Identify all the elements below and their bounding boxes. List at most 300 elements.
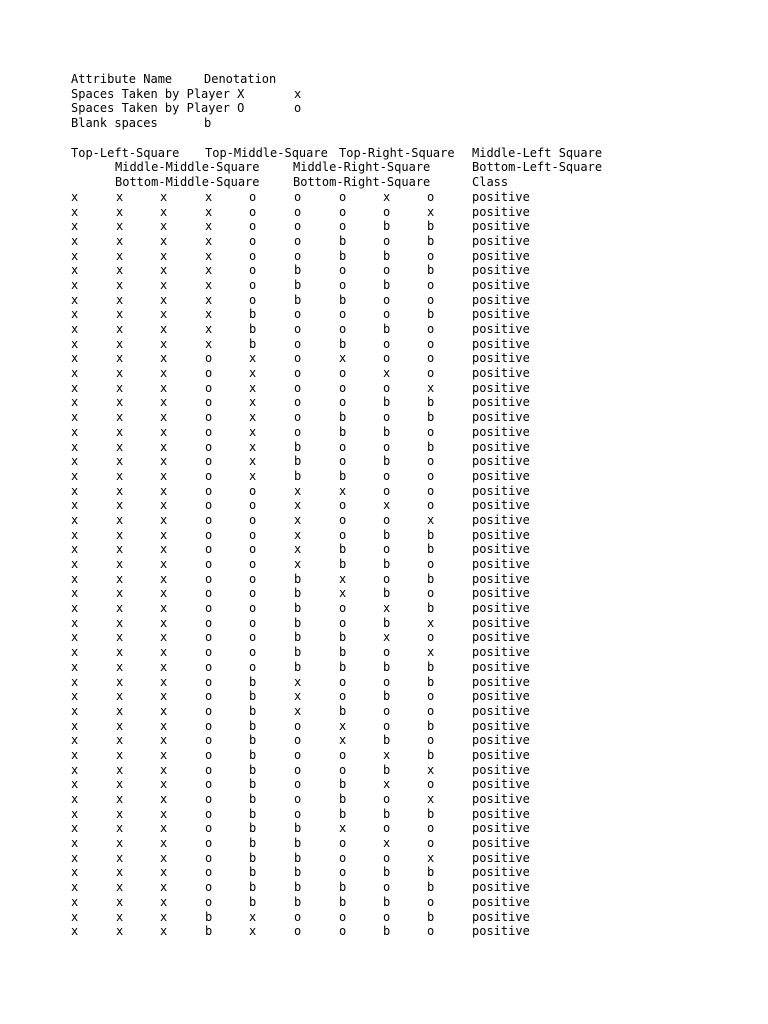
square-cell: x	[71, 512, 79, 527]
square-cell: x	[116, 850, 124, 865]
square-cell: x	[205, 233, 213, 248]
square-cell: b	[249, 806, 257, 821]
square-cell: o	[205, 380, 213, 395]
square-cell: x	[71, 395, 79, 410]
square-cell: x	[383, 498, 391, 513]
square-cell: o	[383, 351, 391, 366]
square-cell: x	[205, 277, 213, 292]
square-cell: x	[116, 468, 124, 483]
table-row	[71, 704, 711, 719]
class-cell: positive	[472, 689, 530, 704]
square-cell: o	[249, 233, 257, 248]
square-cell: b	[249, 307, 257, 322]
table-row	[71, 425, 711, 440]
square-cell: o	[294, 189, 302, 204]
square-cell: b	[427, 865, 435, 880]
square-cell: o	[249, 277, 257, 292]
square-cell: x	[116, 233, 124, 248]
square-cell: o	[205, 410, 213, 425]
square-cell: o	[427, 630, 435, 645]
square-cell: x	[71, 424, 79, 439]
square-cell: o	[205, 689, 213, 704]
class-cell: positive	[472, 219, 530, 234]
class-cell: positive	[472, 909, 530, 924]
square-cell: b	[383, 894, 391, 909]
square-cell: x	[294, 542, 302, 557]
square-cell: x	[71, 233, 79, 248]
table-row	[71, 763, 711, 778]
square-cell: x	[71, 498, 79, 513]
table-row	[71, 205, 711, 220]
square-cell: o	[205, 512, 213, 527]
table-row	[71, 513, 711, 528]
square-cell: o	[294, 792, 302, 806]
table-row	[71, 469, 711, 484]
square-cell: o	[249, 630, 257, 645]
square-cell: b	[339, 894, 347, 909]
square-cell: o	[294, 248, 302, 263]
class-cell: positive	[472, 263, 530, 278]
table-row	[71, 660, 711, 675]
square-cell: b	[383, 277, 391, 292]
square-cell: x	[160, 645, 168, 660]
class-cell: positive	[472, 395, 530, 410]
square-cell: o	[249, 645, 257, 660]
table-row	[71, 777, 711, 792]
square-cell: b	[427, 659, 435, 674]
square-cell: x	[116, 512, 124, 527]
table-row	[71, 278, 711, 293]
square-cell: b	[339, 557, 347, 571]
square-cell: b	[339, 645, 347, 660]
square-cell: x	[71, 586, 79, 601]
square-cell: o	[427, 336, 435, 351]
table-row	[71, 586, 711, 601]
square-cell: x	[71, 659, 79, 674]
square-cell: x	[160, 483, 168, 498]
square-cell: x	[71, 806, 79, 821]
square-cell: x	[160, 468, 168, 483]
square-cell: x	[116, 645, 124, 660]
square-cell: b	[294, 601, 302, 616]
square-cell: x	[160, 336, 168, 351]
square-cell: x	[71, 483, 79, 498]
square-cell: x	[116, 454, 124, 469]
square-cell: x	[71, 909, 79, 924]
square-cell: b	[383, 689, 391, 704]
square-cell: x	[116, 263, 124, 278]
square-cell: x	[160, 380, 168, 395]
square-cell: b	[427, 439, 435, 454]
square-cell: o	[383, 880, 391, 895]
square-cell: x	[71, 777, 79, 792]
square-cell: x	[116, 292, 124, 307]
square-cell: o	[339, 512, 347, 527]
square-cell: o	[427, 924, 435, 939]
table-row	[71, 821, 711, 836]
square-cell: b	[294, 277, 302, 292]
square-cell: o	[205, 542, 213, 557]
square-cell: b	[383, 219, 391, 234]
square-cell: x	[205, 219, 213, 234]
square-cell: x	[71, 557, 79, 571]
square-cell: o	[339, 615, 347, 630]
square-cell: o	[205, 806, 213, 821]
square-cell: o	[427, 351, 435, 366]
square-cell: o	[249, 483, 257, 498]
square-cell: o	[383, 512, 391, 527]
square-cell: b	[339, 233, 347, 248]
class-cell: positive	[472, 865, 530, 880]
square-cell: x	[160, 703, 168, 718]
table-row	[71, 733, 711, 748]
square-cell: x	[116, 762, 124, 777]
square-cell: b	[249, 894, 257, 909]
square-cell: x	[249, 439, 257, 454]
square-cell: b	[383, 424, 391, 439]
square-cell: b	[294, 263, 302, 278]
square-cell: b	[427, 571, 435, 586]
square-cell: o	[249, 659, 257, 674]
square-cell: x	[71, 380, 79, 395]
section-gap	[71, 131, 711, 146]
square-cell: o	[205, 659, 213, 674]
class-cell: positive	[472, 366, 530, 381]
class-cell: positive	[472, 850, 530, 865]
square-cell: o	[294, 380, 302, 395]
square-cell: b	[427, 806, 435, 821]
square-cell: o	[205, 454, 213, 469]
square-cell: o	[427, 836, 435, 851]
square-cell: o	[339, 601, 347, 616]
column-name: Bottom-Right-Square	[293, 175, 431, 190]
table-row	[71, 557, 711, 572]
square-cell: o	[294, 336, 302, 351]
table-row	[71, 381, 711, 396]
square-cell: x	[160, 292, 168, 307]
table-row	[71, 924, 711, 939]
square-cell: x	[116, 336, 124, 351]
class-cell: positive	[472, 527, 530, 542]
square-cell: o	[339, 498, 347, 513]
table-row	[71, 675, 711, 690]
square-cell: b	[249, 865, 257, 880]
square-cell: b	[294, 821, 302, 836]
square-cell: o	[205, 527, 213, 542]
square-cell: o	[383, 307, 391, 322]
table-row	[71, 190, 711, 205]
square-cell: o	[339, 307, 347, 322]
square-cell: o	[294, 747, 302, 762]
square-cell: x	[71, 351, 79, 366]
square-cell: x	[160, 557, 168, 571]
square-cell: b	[294, 571, 302, 586]
class-cell: positive	[472, 233, 530, 248]
square-cell: o	[249, 189, 257, 204]
square-cell: x	[383, 189, 391, 204]
square-cell: x	[294, 512, 302, 527]
square-cell: o	[383, 792, 391, 806]
square-cell: o	[383, 410, 391, 425]
square-cell: x	[116, 189, 124, 204]
class-cell: positive	[472, 454, 530, 469]
square-cell: b	[249, 703, 257, 718]
class-cell: positive	[472, 836, 530, 851]
table-row	[71, 572, 711, 587]
square-cell: x	[116, 894, 124, 909]
square-cell: x	[116, 351, 124, 366]
table-row	[71, 366, 711, 381]
class-cell: positive	[472, 307, 530, 322]
square-cell: o	[205, 821, 213, 836]
square-cell: x	[116, 204, 124, 219]
square-cell: x	[116, 410, 124, 425]
square-cell: x	[71, 322, 79, 336]
square-cell: x	[116, 806, 124, 821]
table-row	[71, 616, 711, 631]
column-header	[71, 146, 711, 190]
square-cell: b	[249, 747, 257, 762]
table-row	[71, 351, 711, 366]
square-cell: b	[427, 263, 435, 278]
square-cell: x	[116, 659, 124, 674]
square-cell: x	[427, 204, 435, 219]
square-cell: o	[427, 322, 435, 336]
square-cell: b	[339, 630, 347, 645]
column-name: Top-Right-Square	[339, 145, 455, 160]
square-cell: b	[294, 659, 302, 674]
square-cell: o	[205, 645, 213, 660]
square-cell: o	[383, 292, 391, 307]
square-cell: x	[160, 424, 168, 439]
square-cell: o	[205, 674, 213, 689]
square-cell: o	[383, 645, 391, 660]
class-cell: positive	[472, 659, 530, 674]
square-cell: o	[339, 395, 347, 410]
square-cell: x	[71, 204, 79, 219]
square-cell: x	[116, 703, 124, 718]
square-cell: x	[427, 615, 435, 630]
table-row	[71, 851, 711, 866]
square-cell: x	[116, 674, 124, 689]
square-cell: o	[294, 924, 302, 939]
square-cell: x	[205, 307, 213, 322]
square-cell: x	[205, 263, 213, 278]
class-cell: positive	[472, 380, 530, 395]
square-cell: x	[71, 454, 79, 469]
square-cell: x	[116, 380, 124, 395]
square-cell: x	[205, 292, 213, 307]
document-page	[71, 72, 711, 939]
square-cell: x	[249, 454, 257, 469]
square-cell: o	[339, 924, 347, 939]
square-cell: x	[116, 777, 124, 792]
column-name: Top-Middle-Square	[205, 145, 328, 160]
legend-attribute: Spaces Taken by Player X	[71, 86, 245, 101]
square-cell: o	[427, 777, 435, 792]
square-cell: x	[249, 924, 257, 939]
class-cell: positive	[472, 630, 530, 645]
square-cell: o	[294, 762, 302, 777]
square-cell: x	[71, 366, 79, 381]
square-cell: o	[339, 322, 347, 336]
square-cell: b	[339, 792, 347, 806]
square-cell: o	[205, 483, 213, 498]
column-name: Bottom-Middle-Square	[115, 175, 260, 190]
square-cell: o	[205, 894, 213, 909]
square-cell: b	[427, 395, 435, 410]
square-cell: x	[116, 909, 124, 924]
square-cell: o	[427, 498, 435, 513]
square-cell: b	[427, 674, 435, 689]
column-name: Middle-Left Square	[472, 145, 603, 160]
square-cell: o	[339, 674, 347, 689]
square-cell: b	[383, 733, 391, 748]
table-row	[71, 454, 711, 469]
table-row	[71, 293, 711, 308]
table-row	[71, 337, 711, 352]
square-cell: o	[294, 351, 302, 366]
square-cell: o	[205, 601, 213, 616]
square-cell: x	[339, 733, 347, 748]
square-cell: o	[427, 703, 435, 718]
square-cell: b	[249, 850, 257, 865]
class-cell: positive	[472, 792, 530, 806]
square-cell: o	[383, 483, 391, 498]
class-cell: positive	[472, 336, 530, 351]
square-cell: x	[160, 233, 168, 248]
square-cell: b	[294, 645, 302, 660]
square-cell: b	[294, 865, 302, 880]
table-row	[71, 792, 711, 807]
square-cell: o	[339, 277, 347, 292]
square-cell: x	[116, 924, 124, 939]
square-cell: x	[116, 586, 124, 601]
square-cell: x	[116, 557, 124, 571]
legend-symbol: b	[204, 116, 212, 131]
square-cell: o	[339, 909, 347, 924]
square-cell: b	[383, 762, 391, 777]
class-cell: positive	[472, 924, 530, 939]
square-cell: x	[383, 366, 391, 381]
square-cell: b	[249, 733, 257, 748]
class-cell: positive	[472, 424, 530, 439]
square-cell: x	[71, 527, 79, 542]
square-cell: b	[205, 909, 213, 924]
square-cell: o	[249, 601, 257, 616]
square-cell: x	[116, 865, 124, 880]
class-cell: positive	[472, 277, 530, 292]
legend-header-attribute: Attribute Name	[71, 72, 173, 86]
square-cell: o	[383, 263, 391, 278]
square-cell: x	[160, 527, 168, 542]
square-cell: o	[205, 351, 213, 366]
square-cell: x	[71, 762, 79, 777]
square-cell: b	[294, 586, 302, 601]
table-row	[71, 528, 711, 543]
square-cell: b	[249, 880, 257, 895]
square-cell: o	[205, 836, 213, 851]
square-cell: b	[383, 322, 391, 336]
column-header-line	[71, 146, 711, 161]
square-cell: x	[294, 674, 302, 689]
square-cell: b	[249, 836, 257, 851]
square-cell: x	[160, 307, 168, 322]
square-cell: x	[160, 454, 168, 469]
square-cell: x	[160, 219, 168, 234]
square-cell: b	[383, 454, 391, 469]
square-cell: x	[160, 498, 168, 513]
class-cell: positive	[472, 821, 530, 836]
square-cell: x	[160, 601, 168, 616]
square-cell: o	[427, 733, 435, 748]
square-cell: x	[71, 189, 79, 204]
class-cell: positive	[472, 512, 530, 527]
square-cell: b	[294, 292, 302, 307]
square-cell: o	[205, 424, 213, 439]
square-cell: x	[116, 277, 124, 292]
square-cell: b	[294, 454, 302, 469]
square-cell: b	[294, 850, 302, 865]
square-cell: o	[249, 542, 257, 557]
square-cell: o	[383, 674, 391, 689]
square-cell: b	[427, 542, 435, 557]
table-row	[71, 601, 711, 616]
square-cell: x	[160, 821, 168, 836]
square-cell: x	[160, 689, 168, 704]
table-row	[71, 807, 711, 822]
square-cell: x	[294, 498, 302, 513]
square-cell: b	[294, 615, 302, 630]
table-row	[71, 719, 711, 734]
square-cell: b	[339, 880, 347, 895]
square-cell: o	[427, 689, 435, 704]
square-cell: o	[249, 498, 257, 513]
square-cell: b	[339, 468, 347, 483]
class-cell: positive	[472, 645, 530, 660]
square-cell: x	[116, 792, 124, 806]
square-cell: b	[427, 909, 435, 924]
square-cell: x	[294, 689, 302, 704]
square-cell: x	[116, 689, 124, 704]
square-cell: b	[383, 659, 391, 674]
square-cell: x	[427, 645, 435, 660]
square-cell: x	[71, 821, 79, 836]
square-cell: x	[160, 351, 168, 366]
table-row	[71, 689, 711, 704]
square-cell: x	[427, 512, 435, 527]
column-name: Class	[472, 175, 509, 190]
square-cell: o	[249, 248, 257, 263]
square-cell: x	[383, 836, 391, 851]
square-cell: b	[294, 468, 302, 483]
square-cell: x	[249, 351, 257, 366]
table-row	[71, 440, 711, 455]
square-cell: o	[294, 307, 302, 322]
square-cell: x	[71, 615, 79, 630]
square-cell: x	[160, 542, 168, 557]
square-cell: o	[294, 777, 302, 792]
square-cell: b	[383, 557, 391, 571]
square-cell: o	[339, 454, 347, 469]
square-cell: x	[294, 557, 302, 571]
square-cell: x	[71, 674, 79, 689]
column-name: Middle-Middle-Square	[115, 160, 260, 175]
square-cell: o	[294, 733, 302, 748]
square-cell: x	[71, 689, 79, 704]
square-cell: o	[427, 586, 435, 601]
class-cell: positive	[472, 880, 530, 895]
